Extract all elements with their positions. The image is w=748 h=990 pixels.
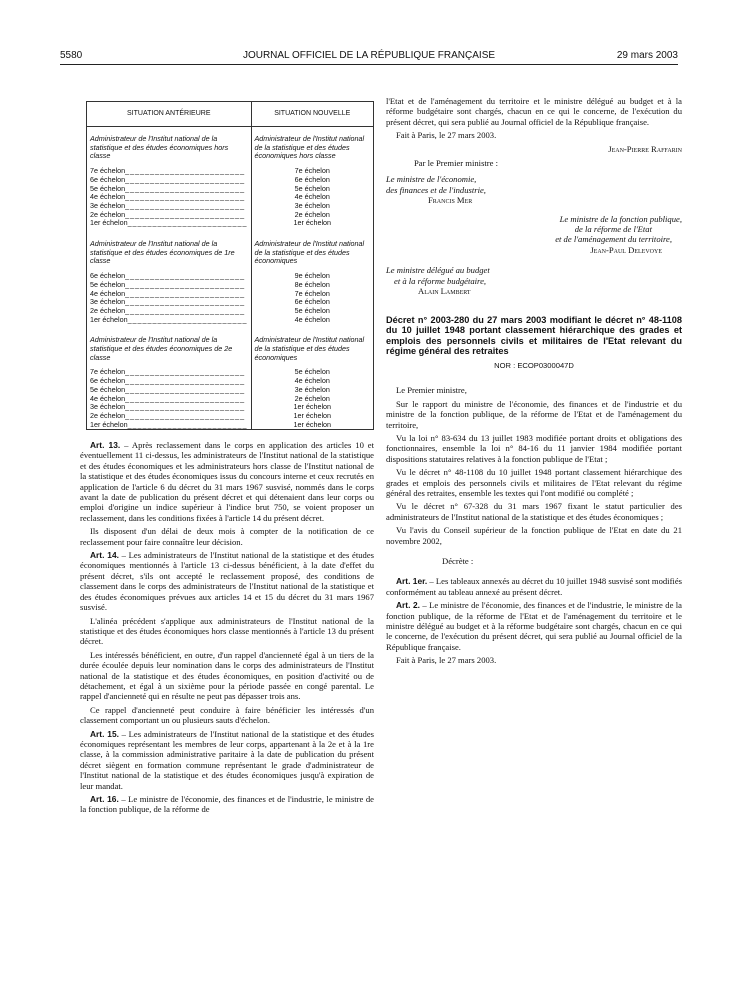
echelon-entry: 6e échelon	[294, 298, 330, 307]
signatory-delevoye: Jean-Paul Delevoye	[590, 244, 662, 255]
echelon-entry: 3e échelon	[294, 385, 330, 394]
echelon-entry: 5e échelon	[294, 368, 330, 377]
cell-new	[251, 127, 374, 233]
article-14: Art. 14. – Les administrateurs de l'Institut national de la statistique et des études économiques mentionnés à l'article 13 ci-dessus bénéficient, à la date d'effet du présent décret, s'ils ont accepté le reclassement proposé, des conditions de classement dans le corps des administrateurs de l'Institut national de la statistique et des études économiques prévues aux articles 14 et 15 du décret du 31 mars 1967 susvisé.	[80, 550, 374, 613]
visa-5: Vu l'avis du Conseil supérieur de la fonction publique de l'Etat en date du 21 novembre 2002,	[386, 525, 682, 546]
col-header-new: SITUATION NOUVELLE	[251, 102, 374, 127]
right-column	[386, 96, 682, 669]
echelon-entry: 5e échelon	[294, 184, 330, 193]
echelon-entry: 2e échelon	[294, 210, 330, 219]
echelon-entry: 1er échelon	[293, 411, 332, 420]
signature-place-date: Fait à Paris, le 27 mars 2003.	[396, 130, 497, 141]
article-13: Art. 13. – Après reclassement dans le corps en application des articles 10 et éventuellement 11 ci-dessus, les administrateurs de l'Institut national de la statistique et des études économiques et les administrateurs hors classe de l'Institut national de la statistique et des études économiques issus du concours interne et ceux recrutés en application de l'article 6 du décret du 31 mars 1967 susvisé, nommés dans le corps avant la date de publication du présent décret et qui détenaient dans leur corps ou emploi d'origine un indice supérieur à l'indice brut 750, se voient proposer un reclassement, dans les conditions fixées à l'article 14 du présent décret.	[80, 440, 374, 523]
echelon-entry: 6e échelon________________________	[90, 272, 246, 281]
echelon-entry: 6e échelon________________________	[90, 175, 246, 184]
minister-fp-line2: de la réforme de l'Etat	[574, 224, 652, 235]
echelon-entry: 3e échelon________________________	[90, 403, 246, 412]
echelon-entry: 5e échelon	[294, 306, 330, 315]
grade-title: Administrateur de l'Institut national de la statistique et des études économiques de 1re classe	[90, 239, 235, 266]
echelon-entry: 4e échelon________________________	[90, 394, 246, 403]
echelon-entry: 7e échelon________________________	[90, 167, 246, 176]
grade-title: Administrateur de l'Institut national de la statistique et des études économiques	[254, 335, 365, 362]
echelon-entry: 2e échelon________________________	[90, 306, 246, 315]
article-16: Art. 16. – Le ministre de l'économie, des finances et de l'industrie, le ministre de la fonction publique, de la réforme de	[80, 794, 374, 815]
minister-economy-line2: des finances et de l'industrie,	[386, 184, 486, 195]
signature-place-date-2: Fait à Paris, le 27 mars 2003.	[396, 655, 497, 666]
cell-old	[87, 127, 252, 233]
minister-fp-line1: Le ministre de la fonction publique,	[559, 213, 682, 224]
signatory-lambert: Alain Lambert	[418, 286, 471, 297]
echelon-entry: 1er échelon________________________	[90, 420, 248, 429]
page-number: 5580	[60, 50, 83, 61]
grade-title: Administrateur de l'Institut national de la statistique et des études économiques hors classe	[90, 134, 229, 161]
issue-date: 29 mars 2003	[616, 50, 678, 61]
decrete: Décrète :	[442, 555, 474, 566]
visa-3: Vu le décret n° 48-1108 du 10 juillet 1948 portant classement hiérarchique des grades et emplois des personnels civils et militaires de l'Etat relevant du régime général des retraites, ensemble les textes qui l'ont modifié ou complété ;	[386, 467, 682, 498]
table-group-row	[87, 127, 374, 233]
grade-title: Administrateur de l'Institut national de la statistique et des études économiques	[254, 239, 365, 266]
visa-4: Vu le décret n° 67-328 du 31 mars 1967 fixant le statut particulier des administrateurs de l'Institut national de la statistique et des études économiques ;	[386, 501, 682, 522]
echelon-entry: 1er échelon	[293, 420, 332, 429]
header-rule	[60, 64, 678, 65]
echelon-entry: 9e échelon	[294, 272, 330, 281]
echelon-entry: 4e échelon________________________	[90, 193, 246, 202]
left-column	[80, 440, 374, 818]
article-14-para-4: Ce rappel d'ancienneté peut conduire à faire bénéficier les intéressés d'un classement comportant un ou plusieurs sauts d'échelon.	[80, 704, 374, 726]
cell-old	[87, 232, 252, 328]
minister-budget-line2: et à la réforme budgétaire,	[394, 275, 487, 286]
echelon-entry: 6e échelon	[294, 175, 330, 184]
signatory-mer: Francis Mer	[428, 195, 473, 206]
article-13-para-2: Ils disposent d'un délai de deux mois à compter de la notification de ce reclassement pour faire connaître leur décision.	[80, 526, 374, 547]
journal-title: JOURNAL OFFICIEL DE LA RÉPUBLIQUE FRANÇAISE	[242, 50, 496, 61]
echelon-entry: 1er échelon	[293, 403, 332, 412]
echelon-entry: 7e échelon________________________	[90, 368, 246, 377]
article-14-para-3: Les intéressés bénéficient, en outre, d'un rappel d'ancienneté égal à un tiers de la durée écoulée depuis leur nomination dans le corps des administrateurs de l'Institut national de la statistique et des études économiques, en position d'activité ou de détachement, et égal à un sixième pour la période passée en congé parental. Le rappel d'ancienneté qui en résulte ne peut pas dépasser trois ans.	[80, 649, 374, 702]
echelon-entry: 2e échelon________________________	[90, 210, 246, 219]
echelon-entry: 2e échelon	[294, 394, 330, 403]
grade-title: Administrateur de l'Institut national de la statistique et des études économiques de 2e classe	[90, 335, 233, 362]
signatory-pm: Jean-Pierre Raffarin	[608, 143, 682, 154]
echelon-entry: 3e échelon	[294, 201, 330, 210]
by-pm: Par le Premier ministre :	[414, 158, 499, 169]
grade-title: Administrateur de l'Institut national de la statistique et des études économiques hors classe	[254, 134, 365, 161]
article-14-para-2: L'alinéa précédent s'applique aux administrateurs de l'Institut national de la statistique et des études économiques hors classe mentionnés à l'article 13 du présent décret.	[80, 615, 374, 647]
article-15: Art. 15. – Les administrateurs de l'Institut national de la statistique et des études économiques représentant les membres de leur corps, appartenant à la 2e et à la 1re classe, à la commission administrative paritaire à la date de publication du présent décret siègent en formation commune représentant le grade d'administrateur de l'Institut national de la statistique et des études économiques jusqu'à expiration de leur mandat.	[80, 728, 374, 791]
echelon-entry: 4e échelon________________________	[90, 289, 246, 298]
article-2: Art. 2. – Le ministre de l'économie, des finances et de l'industrie, le ministre de la fonction publique, de la réforme de l'Etat et de l'aménagement du territoire et le ministre délégué au budget et à la réforme budgétaire sont chargés, chacun en ce qui le concerne, de l'exécution du présent décret, qui sera publié au Journal officiel de la République française.	[386, 600, 682, 652]
visa-2: Vu la loi n° 83-634 du 13 juillet 1983 modifiée portant droits et obligations des fonctionnaires, ensemble la loi n° 84-16 du 11 janvier 1984 modifiée portant dispositions statutaires relatives à la fonction publique de l'Etat ;	[386, 432, 682, 464]
col-header-old: SITUATION ANTÉRIEURE	[87, 102, 252, 127]
echelon-entry: 5e échelon________________________	[90, 385, 246, 394]
cell-new	[251, 232, 374, 328]
reclassification-table	[86, 101, 374, 430]
visa-1: Sur le rapport du ministre de l'économie, des finances et de l'industrie et du ministre de la fonction publique, de la réforme de l'Etat et de l'aménagement du territoire,	[386, 398, 682, 430]
minister-budget-line1: Le ministre délégué au budget	[386, 265, 490, 276]
echelon-entry: 1er échelon	[293, 219, 332, 228]
cell-new	[251, 328, 374, 430]
echelon-entry: 4e échelon	[294, 193, 330, 202]
echelon-entry: 2e échelon________________________	[90, 411, 246, 420]
echelon-entry: 3e échelon________________________	[90, 201, 246, 210]
minister-fp-line3: et de l'aménagement du territoire,	[555, 234, 672, 245]
echelon-entry: 4e échelon	[294, 377, 330, 386]
cell-old	[87, 328, 252, 430]
pm-intro: Le Premier ministre,	[396, 385, 467, 396]
echelon-entry: 4e échelon	[294, 315, 330, 324]
minister-economy-line1: Le ministre de l'économie,	[386, 174, 477, 185]
table-group-row	[87, 232, 374, 328]
echelon-entry: 6e échelon________________________	[90, 377, 246, 386]
echelon-entry: 5e échelon________________________	[90, 280, 246, 289]
article-1: Art. 1er. – Les tableaux annexés au décret du 10 juillet 1948 susvisé sont modifiés conformément au tableau annexé au présent décret.	[386, 576, 682, 597]
echelon-entry: 3e échelon________________________	[90, 298, 246, 307]
echelon-entry: 7e échelon	[294, 289, 330, 298]
table-group-row	[87, 328, 374, 430]
decree-title: Décret n° 2003-280 du 27 mars 2003 modifiant le décret n° 48-1108 du 10 juillet 1948 portant classement hiérarchique des grades et emplois des personnels civils et militaires de l'Etat relevant du régime général des retraites	[386, 314, 682, 357]
echelon-entry: 1er échelon________________________	[90, 219, 248, 228]
echelon-entry: 5e échelon________________________	[90, 184, 246, 193]
echelon-entry: 1er échelon________________________	[90, 315, 248, 324]
previous-decree-end: l'Etat et de l'aménagement du territoire et le ministre délégué au budget et à la réforme budgétaire sont chargés, chacun en ce qui le concerne, de l'exécution du présent décret, qui sera publié au Journal officiel de la République française.	[386, 96, 682, 127]
echelon-entry: 8e échelon	[294, 280, 330, 289]
echelon-entry: 7e échelon	[294, 167, 330, 176]
nor-reference: NOR : ECOP0300047D	[494, 360, 574, 370]
